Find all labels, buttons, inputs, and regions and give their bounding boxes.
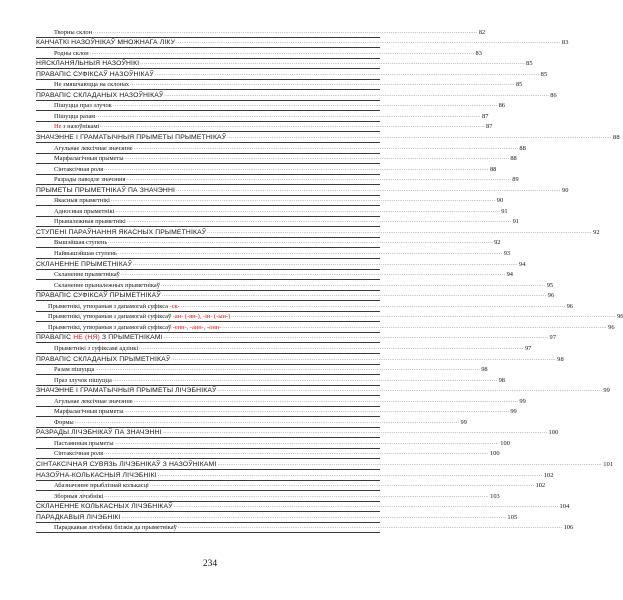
toc-entry-title bbox=[36, 228, 206, 237]
toc-entry-text: ЗНАЧЭННЕ І ГРАМАТЫЧНЫЯ ПРЫМЕТЫ ЛІЧЭБНІКАЎ bbox=[36, 387, 217, 395]
toc-entry-text: Агульнае лексічнае значэнне bbox=[54, 144, 133, 152]
toc-leader-dots bbox=[163, 91, 550, 100]
toc-entry-text: ПРАВАПІС bbox=[36, 334, 74, 342]
toc-entry-title bbox=[54, 154, 124, 163]
toc-leader-dots bbox=[126, 217, 513, 226]
toc-entry-title bbox=[48, 323, 221, 332]
toc-leader-dots bbox=[160, 281, 547, 290]
toc-entry-title bbox=[54, 196, 110, 205]
toc-entry-page: 99 bbox=[519, 397, 526, 405]
toc-subsection-entry[interactable] bbox=[36, 175, 519, 186]
toc-entry-title bbox=[54, 365, 94, 374]
toc-subsection-entry[interactable] bbox=[36, 280, 554, 291]
toc-entry-page: 87 bbox=[485, 123, 493, 131]
toc-entry-title bbox=[36, 91, 163, 100]
toc-entry-text: Пішуцца разам bbox=[54, 112, 96, 120]
toc-leader-dots bbox=[154, 70, 541, 79]
toc-entry-title bbox=[54, 217, 126, 226]
toc-entry-text: НЯСКЛАНЯЛЬНЫЯ НАЗОЎНІКІ bbox=[36, 60, 140, 68]
toc-entry-page: 93 bbox=[503, 250, 511, 258]
toc-leader-dots bbox=[95, 112, 482, 121]
toc-entry-page: 85 bbox=[526, 60, 533, 68]
toc-subsection-entry[interactable] bbox=[36, 396, 526, 407]
toc-entry-page: 103 bbox=[490, 492, 500, 500]
toc-entry-page: 98 bbox=[481, 366, 488, 374]
toc-entry-text: Якасныя прыметнікі bbox=[54, 197, 110, 205]
toc-leader-dots bbox=[125, 175, 512, 184]
toc-entry-text: ПРАВАПІС СУФІКСАЎ ПРЫМЕТНІКАЎ bbox=[36, 292, 161, 300]
toc-entry-text: Пастаянныя прыметы bbox=[54, 439, 114, 447]
toc-entry-title bbox=[36, 333, 163, 342]
toc-entry-page: 95 bbox=[546, 281, 554, 289]
toc-entry-page: 86 bbox=[498, 102, 505, 110]
toc-entry-text: Зборныя лічэбнікі bbox=[54, 492, 104, 500]
toc-entry-title bbox=[54, 439, 113, 448]
toc-entry-title bbox=[54, 492, 103, 501]
toc-entry-title bbox=[54, 238, 107, 247]
toc-entry-page: 91 bbox=[501, 207, 508, 215]
toc-entry-text: Прыметнікі, утвораныя з дапамогай суфіксаў bbox=[48, 323, 173, 331]
toc-subsection-entry[interactable] bbox=[36, 217, 519, 228]
table-of-contents bbox=[36, 27, 623, 533]
toc-entry-page: 101 bbox=[603, 460, 614, 468]
toc-leader-dots bbox=[221, 323, 608, 332]
toc-entry-title bbox=[54, 270, 120, 279]
toc-entry-text: ЗНАЧЭННЕ І ГРАМАТЫЧНЫЯ ПРЫМЕТЫ ПРЫМЕТНІКАЎ bbox=[36, 134, 227, 142]
toc-entry-text: Прыметнікі, утвораныя з дапамогай суфіксаў bbox=[48, 313, 173, 321]
toc-entry-page: 88 bbox=[510, 155, 517, 163]
toc-subsection-entry[interactable] bbox=[36, 248, 511, 259]
toc-entry-page: 99 bbox=[460, 418, 467, 426]
toc-entry-text: Формы bbox=[54, 418, 74, 426]
toc-entry-title bbox=[36, 70, 154, 79]
toc-entry-title bbox=[54, 397, 133, 406]
toc-subsection-entry[interactable] bbox=[36, 438, 510, 449]
toc-section-entry[interactable] bbox=[36, 470, 554, 481]
toc-entry-text: ПРЫМЕТЫ ПРЫМЕТНІКАЎ ПА ЗНАЧЭННІ bbox=[36, 186, 176, 194]
toc-entry-text: з назоўнікамі bbox=[61, 123, 100, 131]
toc-entry-text: Скланенне прыналежных прыметнікаў bbox=[54, 281, 160, 289]
toc-entry-page: 90 bbox=[561, 186, 569, 194]
toc-leader-dots bbox=[170, 355, 557, 364]
toc-section-entry[interactable] bbox=[36, 69, 548, 80]
toc-entry-page: 88 bbox=[519, 144, 526, 152]
toc-entry-page: 105 bbox=[507, 513, 518, 521]
toc-leader-dots bbox=[110, 196, 497, 205]
toc-entry-title bbox=[54, 481, 149, 490]
toc-entry-title bbox=[36, 38, 175, 47]
toc-leader-dots bbox=[216, 460, 603, 469]
toc-subsection-entry[interactable] bbox=[36, 196, 504, 207]
toc-entry-page: 83 bbox=[561, 39, 569, 47]
toc-leader-dots bbox=[117, 249, 504, 258]
toc-leader-dots bbox=[112, 101, 499, 110]
toc-section-entry[interactable] bbox=[36, 512, 518, 523]
toc-entry-title bbox=[36, 355, 170, 364]
toc-leader-dots bbox=[103, 165, 490, 174]
toc-entry-text: Агульнае лексічнае значэнне bbox=[54, 397, 133, 405]
toc-subsection-entry[interactable] bbox=[36, 491, 500, 502]
toc-section-entry[interactable] bbox=[36, 227, 600, 238]
toc-entry-text: РАЗРАДЫ ЛІЧЭБНІКАЎ ПА ЗНАЧЭННІ bbox=[36, 429, 162, 437]
toc-subsection-entry[interactable] bbox=[36, 154, 517, 165]
toc-entry-text: Найвышэйшая ступень bbox=[54, 250, 117, 258]
toc-subsection-entry[interactable] bbox=[36, 164, 497, 175]
toc-entry-text: Прыналежныя прыметнікі bbox=[54, 218, 126, 226]
toc-entry-title bbox=[36, 260, 132, 269]
toc-subsection-entry[interactable] bbox=[36, 312, 623, 323]
toc-leader-dots bbox=[107, 238, 494, 247]
toc-entry-text: Сінтаксічная роля bbox=[54, 450, 104, 458]
toc-subsection-entry[interactable] bbox=[36, 449, 500, 460]
toc-leader-dots bbox=[133, 144, 520, 153]
toc-entry-text: Разам пішуцца bbox=[54, 366, 95, 374]
toc-leader-dots bbox=[157, 471, 544, 480]
toc-section-entry[interactable] bbox=[36, 386, 611, 397]
toc-entry-page: 88 bbox=[489, 165, 497, 173]
toc-leader-dots bbox=[180, 302, 567, 311]
toc-entry-title bbox=[54, 49, 89, 58]
toc-leader-dots bbox=[92, 28, 479, 37]
toc-entry-page: 100 bbox=[500, 439, 510, 447]
toc-entry-title bbox=[48, 302, 180, 311]
toc-leader-dots bbox=[132, 260, 519, 269]
toc-entry-title bbox=[36, 428, 162, 437]
toc-entry-title bbox=[54, 80, 129, 89]
toc-entry-title bbox=[54, 249, 117, 258]
toc-entry-page: 97 bbox=[524, 344, 532, 352]
toc-entry-title bbox=[54, 101, 112, 110]
toc-entry-page: 85 bbox=[515, 81, 523, 89]
toc-subsection-entry[interactable] bbox=[36, 417, 467, 428]
toc-entry-text: Вышэйшая ступень bbox=[54, 239, 108, 247]
toc-entry-text: З ПРЫМЕТНІКАМІ bbox=[99, 334, 163, 342]
toc-leader-dots bbox=[206, 228, 593, 237]
toc-leader-dots bbox=[226, 133, 613, 142]
toc-entry-title bbox=[36, 502, 173, 511]
toc-entry-title bbox=[54, 407, 124, 416]
toc-entry-page: 92 bbox=[593, 228, 600, 236]
toc-subsection-entry[interactable] bbox=[36, 481, 546, 492]
toc-section-entry[interactable] bbox=[36, 38, 569, 49]
toc-leader-dots bbox=[133, 397, 520, 406]
toc-entry-page: 94 bbox=[506, 271, 513, 279]
toc-subsection-entry[interactable] bbox=[36, 48, 482, 59]
toc-entry-page: 87 bbox=[482, 112, 489, 120]
toc-leader-dots bbox=[114, 207, 501, 216]
toc-entry-page: 88 bbox=[613, 134, 620, 142]
toc-section-entry[interactable] bbox=[36, 185, 569, 196]
toc-entry-highlight: -ан- (-ян-), -ін- (-ын-) bbox=[172, 313, 231, 321]
toc-entry-text: Марфалагічныя прыметы bbox=[54, 408, 124, 416]
toc-entry-text: СІНТАКСІЧНАЯ СУВЯЗЬ ЛІЧЭБНІКАЎ З НАЗОЎНІКАМІ bbox=[36, 460, 217, 468]
toc-entry-title bbox=[36, 386, 217, 395]
toc-entry-title bbox=[36, 513, 121, 522]
toc-entry-page: 90 bbox=[496, 197, 504, 205]
toc-entry-text: Скланенне прыметнікаў bbox=[54, 271, 120, 279]
toc-entry-page: 98 bbox=[557, 355, 564, 363]
toc-leader-dots bbox=[161, 291, 548, 300]
toc-entry-title bbox=[54, 175, 125, 184]
toc-entry-highlight: Не bbox=[54, 123, 62, 131]
toc-leader-dots bbox=[112, 376, 499, 385]
toc-entry-page: 96 bbox=[566, 302, 573, 310]
toc-entry-highlight: -енн-, -анн-, -онн- bbox=[172, 323, 222, 331]
toc-entry-title bbox=[54, 344, 138, 353]
toc-leader-dots bbox=[175, 186, 562, 195]
toc-leader-dots bbox=[121, 513, 508, 522]
toc-leader-dots bbox=[163, 333, 550, 342]
toc-entry-title bbox=[54, 112, 95, 121]
toc-entry-title bbox=[54, 376, 112, 385]
toc-leader-dots bbox=[129, 80, 516, 89]
toc-subsection-entry[interactable] bbox=[36, 111, 489, 122]
toc-entry-title bbox=[54, 523, 177, 532]
toc-leader-dots bbox=[74, 418, 461, 427]
toc-leader-dots bbox=[89, 49, 476, 58]
toc-entry-page: 91 bbox=[512, 218, 519, 226]
toc-leader-dots bbox=[124, 407, 511, 416]
toc-entry-title bbox=[36, 291, 161, 300]
toc-entry-page: 86 bbox=[550, 91, 557, 99]
toc-entry-highlight: -ск- bbox=[169, 302, 180, 310]
toc-entry-text: Творны склон bbox=[54, 28, 93, 36]
toc-entry-page: 83 bbox=[475, 49, 482, 57]
toc-leader-dots bbox=[120, 270, 507, 279]
toc-entry-title bbox=[36, 460, 216, 469]
toc-subsection-entry[interactable] bbox=[36, 206, 508, 217]
toc-subsection-entry[interactable] bbox=[36, 407, 517, 418]
toc-entry-title bbox=[36, 133, 226, 142]
toc-entry-text: Праз злучок пішуцца bbox=[54, 376, 112, 384]
toc-leader-dots bbox=[217, 386, 604, 395]
toc-entry-text: НАЗОЎНА-КОЛЬКАСНЫЯ ЛІЧЭБНІКІ bbox=[36, 471, 157, 479]
toc-subsection-entry[interactable] bbox=[36, 343, 532, 354]
toc-section-entry[interactable] bbox=[36, 132, 620, 143]
toc-leader-dots bbox=[177, 523, 564, 532]
toc-entry-title bbox=[54, 281, 160, 290]
toc-section-entry[interactable] bbox=[36, 459, 614, 470]
toc-entry-page: 96 bbox=[547, 292, 555, 300]
toc-entry-title bbox=[54, 165, 103, 174]
toc-entry-text: Разрады паводле значэння bbox=[54, 176, 126, 184]
toc-entry-page: 99 bbox=[603, 387, 611, 395]
toc-entry-text: ПРАВАПІС СУФІКСАЎ НАЗОЎНІКАЎ bbox=[36, 70, 154, 78]
toc-leader-dots bbox=[113, 439, 500, 448]
toc-subsection-entry[interactable] bbox=[36, 143, 526, 154]
toc-leader-dots bbox=[103, 492, 490, 501]
toc-subsection-entry[interactable] bbox=[36, 101, 505, 112]
toc-entry-page: 102 bbox=[535, 482, 546, 490]
toc-entry-text: ПАРАДКАВЫЯ ЛІЧЭБНІКІ bbox=[36, 513, 121, 521]
toc-subsection-entry[interactable] bbox=[36, 122, 493, 133]
toc-entry-text: Адносныя прыметнікі bbox=[54, 207, 115, 215]
toc-leader-dots bbox=[99, 122, 486, 131]
toc-leader-dots bbox=[124, 154, 511, 163]
toc-section-entry[interactable] bbox=[36, 90, 557, 101]
toc-leader-dots bbox=[94, 365, 481, 374]
toc-entry-page: 96 bbox=[617, 313, 623, 321]
toc-entry-text: ПРАВАПІС СКЛАДАНЫХ ПРЫМЕТНІКАЎ bbox=[36, 355, 171, 363]
toc-entry-text: Прыметнікі, утвораныя з дапамогай суфікса bbox=[48, 302, 170, 310]
toc-subsection-entry[interactable] bbox=[36, 523, 574, 534]
toc-entry-page: 94 bbox=[518, 260, 526, 268]
toc-entry-text: СКЛАНЕННЕ КОЛЬКАСНЫХ ЛІЧЭБНІКАЎ bbox=[36, 503, 173, 511]
toc-entry-page: 96 bbox=[608, 323, 615, 331]
toc-section-entry[interactable] bbox=[36, 333, 557, 344]
toc-subsection-entry[interactable] bbox=[36, 80, 523, 91]
toc-entry-text: СКЛАНЕННЕ ПРЫМЕТНІКАЎ bbox=[36, 260, 133, 268]
toc-entry-page: 104 bbox=[559, 503, 570, 511]
toc-entry-text: Пішуцца праз злучок bbox=[54, 102, 112, 110]
toc-entry-text: Прыметнікі з суфіксамі адзінкі bbox=[54, 344, 139, 352]
toc-subsection-entry[interactable] bbox=[36, 365, 488, 376]
toc-entry-title bbox=[36, 59, 139, 68]
toc-section-entry[interactable] bbox=[36, 502, 570, 513]
toc-entry-text: Сінтаксічная роля bbox=[54, 165, 104, 173]
toc-entry-highlight: НЕ (НЯ) bbox=[73, 334, 100, 342]
toc-entry-page: 100 bbox=[548, 429, 559, 437]
toc-leader-dots bbox=[230, 312, 617, 321]
toc-subsection-entry[interactable] bbox=[36, 375, 505, 386]
toc-leader-dots bbox=[103, 449, 490, 458]
toc-section-entry[interactable] bbox=[36, 354, 564, 365]
toc-entry-title bbox=[36, 186, 175, 195]
toc-entry-text: КАНЧАТКІ НАЗОЎНІКАЎ МНОЖНАГА ЛІКУ bbox=[36, 39, 176, 47]
toc-leader-dots bbox=[173, 502, 560, 511]
toc-entry-text: ПРАВАПІС СКЛАДАНЫХ НАЗОЎНІКАЎ bbox=[36, 91, 164, 99]
toc-entry-title bbox=[36, 471, 157, 480]
toc-subsection-entry[interactable] bbox=[36, 270, 513, 281]
toc-subsection-entry[interactable] bbox=[36, 301, 573, 312]
toc-entry-page: 89 bbox=[512, 176, 519, 184]
toc-subsection-entry[interactable] bbox=[36, 322, 615, 333]
toc-entry-text: СТУПЕНІ ПАРАЎНАННЯ ЯКАСНЫХ ПРЫМЕТНІКАЎ bbox=[36, 228, 207, 236]
toc-leader-dots bbox=[149, 481, 536, 490]
toc-section-entry[interactable] bbox=[36, 291, 555, 302]
toc-subsection-entry[interactable] bbox=[36, 238, 501, 249]
toc-entry-title bbox=[54, 122, 99, 131]
toc-entry-title bbox=[54, 28, 92, 37]
toc-section-entry[interactable] bbox=[36, 59, 533, 70]
page-number: 234 bbox=[202, 559, 218, 569]
toc-entry-page: 106 bbox=[563, 524, 574, 532]
toc-entry-text: Марфалагічныя прыметы bbox=[54, 155, 124, 163]
toc-section-entry[interactable] bbox=[36, 259, 526, 270]
toc-entry-text: Не змяшчаюцца на склонах bbox=[54, 81, 130, 89]
toc-entry-page: 100 bbox=[489, 450, 500, 458]
toc-entry-page: 92 bbox=[494, 239, 501, 247]
toc-leader-dots bbox=[162, 428, 549, 437]
toc-entry-title bbox=[48, 312, 230, 321]
toc-leader-dots bbox=[139, 59, 526, 68]
toc-entry-title bbox=[54, 449, 103, 458]
toc-entry-text: Парадкавыя лічэбнікі блізкія да прыметнікаў bbox=[54, 524, 177, 532]
toc-entry-title bbox=[54, 144, 133, 153]
toc-leader-dots bbox=[138, 344, 525, 353]
toc-entry-title bbox=[54, 418, 74, 427]
toc-entry-page: 99 bbox=[510, 408, 517, 416]
toc-entry-page: 97 bbox=[549, 334, 557, 342]
toc-entry-text: Родны склон bbox=[54, 49, 89, 57]
toc-entry-title bbox=[54, 207, 114, 216]
toc-leader-dots bbox=[175, 38, 562, 47]
toc-entry-page: 98 bbox=[498, 376, 505, 384]
toc-entry-page: 82 bbox=[478, 28, 486, 36]
toc-entry-text: Абазначэнне прыблізнай колькасці bbox=[54, 482, 149, 490]
toc-entry-page: 102 bbox=[543, 471, 554, 479]
toc-subsection-entry[interactable] bbox=[36, 27, 486, 38]
toc-section-entry[interactable] bbox=[36, 428, 559, 439]
toc-entry-page: 85 bbox=[540, 70, 548, 78]
